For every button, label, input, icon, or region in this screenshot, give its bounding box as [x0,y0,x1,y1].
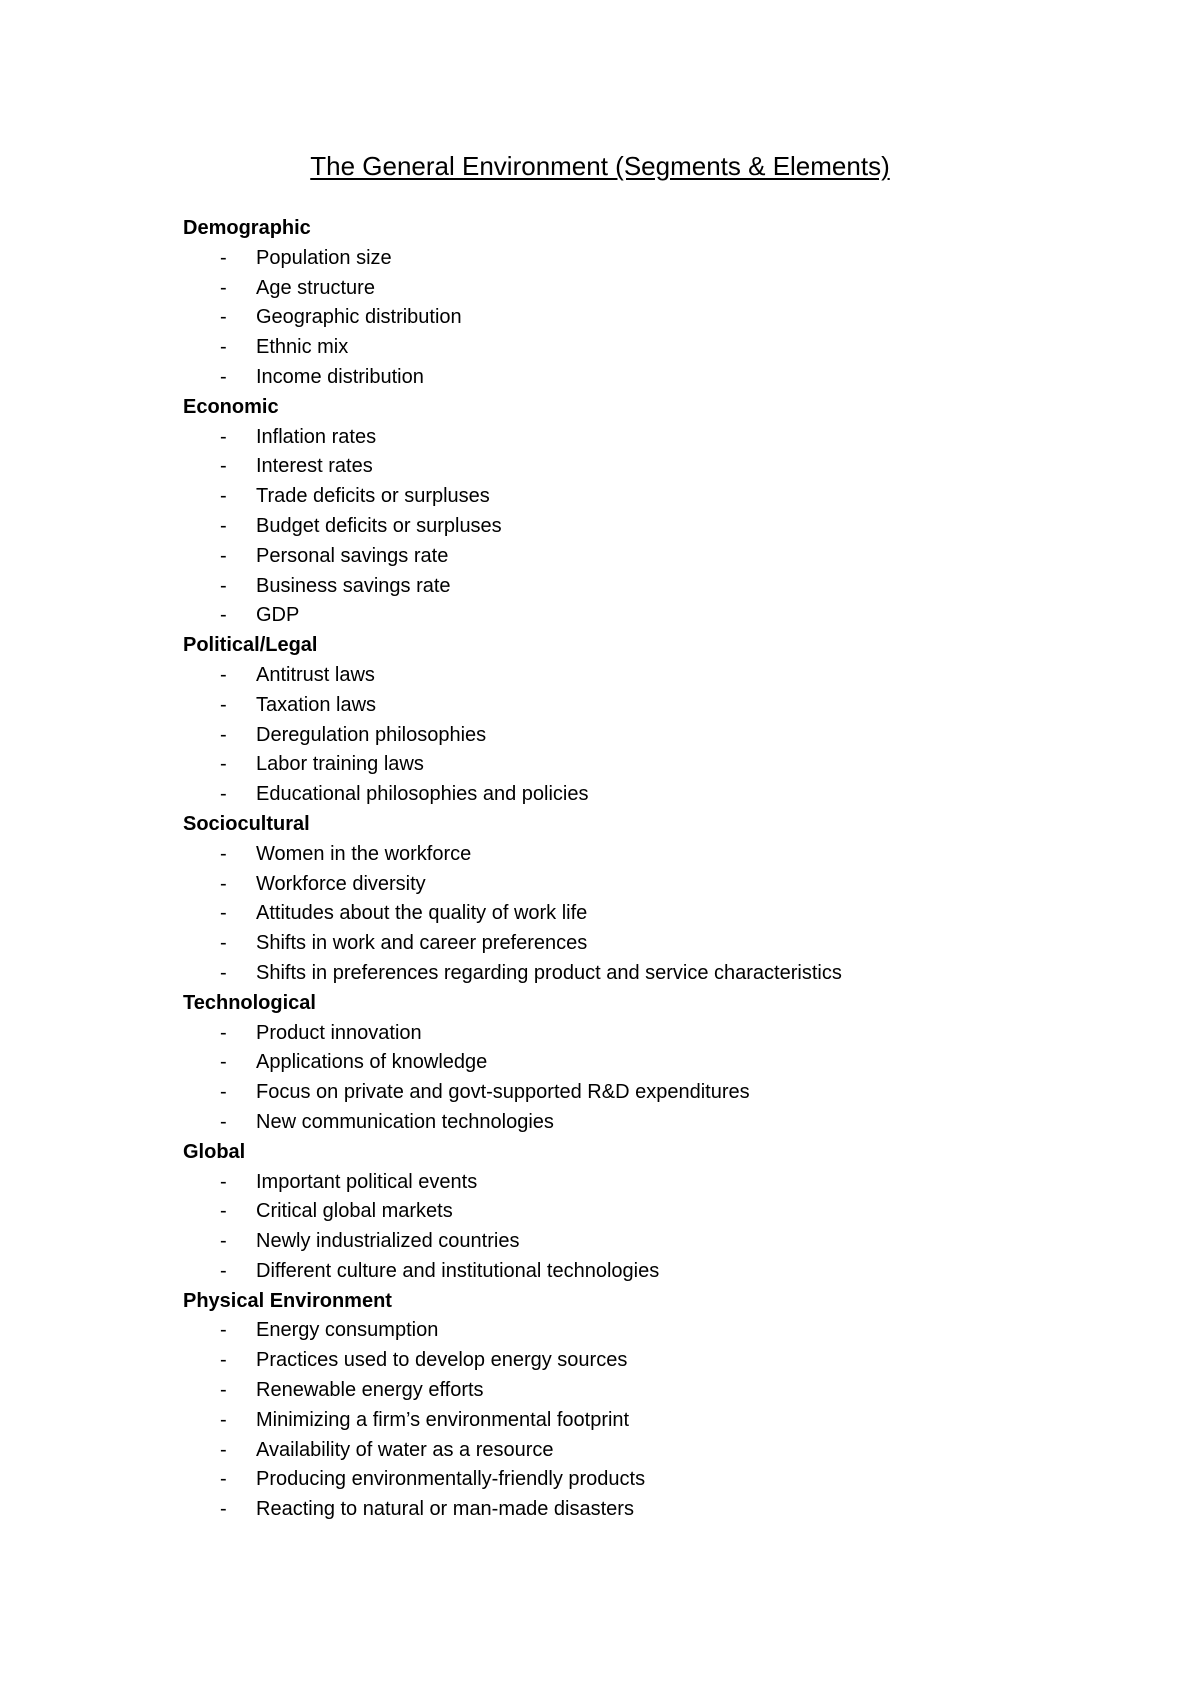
list-item [183,1495,1143,1525]
list-item [183,244,1143,274]
dash-bullet: - [220,306,227,329]
list-item [183,363,1143,393]
list-item [183,691,1143,721]
dash-bullet: - [220,932,227,955]
element-text: Newly industrialized countries [256,1230,520,1253]
dash-bullet: - [220,1438,227,1461]
segments-container [183,214,1143,1525]
dash-bullet: - [220,723,227,746]
element-text: Ethnic mix [256,336,349,359]
list-item [183,601,1143,631]
dash-bullet: - [220,1081,227,1104]
list-item [183,1048,1143,1078]
element-text: Focus on private and govt-supported R&D expenditures [256,1081,750,1104]
dash-bullet: - [220,872,227,895]
element-text: Applications of knowledge [256,1051,488,1074]
list-item [183,333,1143,363]
element-list [183,840,1143,989]
element-list [183,423,1143,632]
element-list [183,244,1143,393]
list-item [183,303,1143,333]
segment-heading: Physical Environment [183,1289,392,1312]
dash-bullet: - [220,1021,227,1044]
segment-heading: Economic [183,395,279,418]
element-text: GDP [256,604,300,627]
dash-bullet: - [220,783,227,806]
element-text: Minimizing a firm’s environmental footprint [256,1408,630,1431]
dash-bullet: - [220,902,227,925]
dash-bullet: - [220,1498,227,1521]
element-text: Business savings rate [256,574,451,597]
list-item [183,1257,1143,1287]
element-text: Labor training laws [256,753,424,776]
list-item [183,1316,1143,1346]
dash-bullet: - [220,455,227,478]
dash-bullet: - [220,1408,227,1431]
segment-heading: Technological [183,991,316,1014]
list-item [183,899,1143,929]
element-list [183,1316,1143,1525]
element-text: Practices used to develop energy sources [256,1349,628,1372]
dash-bullet: - [220,1200,227,1223]
dash-bullet: - [220,1110,227,1133]
list-item [183,929,1143,959]
element-text: Income distribution [256,365,424,388]
document-title: The General Environment (Segments & Elements) [310,151,890,181]
segment-section [183,393,1143,631]
dash-bullet: - [220,663,227,686]
list-item [183,274,1143,304]
dash-bullet: - [220,1468,227,1491]
list-item [183,1108,1143,1138]
list-item [183,959,1143,989]
list-item [183,1376,1143,1406]
list-item [183,1406,1143,1436]
element-text: Geographic distribution [256,306,462,329]
dash-bullet: - [220,485,227,508]
element-text: Taxation laws [256,693,377,716]
list-item [183,542,1143,572]
element-text: Critical global markets [256,1200,453,1223]
element-text: New communication technologies [256,1110,554,1133]
element-text: Educational philosophies and policies [256,783,589,806]
dash-bullet: - [220,425,227,448]
segment-section [183,1138,1143,1287]
dash-bullet: - [220,336,227,359]
segment-section [183,214,1143,393]
list-item [183,721,1143,751]
element-text: Women in the workforce [256,842,472,865]
dash-bullet: - [220,842,227,865]
element-text: Attitudes about the quality of work life [256,902,588,925]
list-item [183,1078,1143,1108]
dash-bullet: - [220,693,227,716]
element-text: Renewable energy efforts [256,1379,484,1402]
list-item [183,1436,1143,1466]
segment-section [183,1287,1143,1525]
element-text: Antitrust laws [256,663,375,686]
element-text: Workforce diversity [256,872,426,895]
element-text: Product innovation [256,1021,422,1044]
element-text: Energy consumption [256,1319,439,1342]
element-list [183,661,1143,810]
segment-heading: Political/Legal [183,634,318,657]
dash-bullet: - [220,365,227,388]
list-item [183,572,1143,602]
element-text: Inflation rates [256,425,377,448]
element-text: Shifts in preferences regarding product and service characteristics [256,961,842,984]
element-text: Shifts in work and career preferences [256,932,588,955]
dash-bullet: - [220,544,227,567]
element-list [183,1168,1143,1287]
list-item [183,512,1143,542]
dash-bullet: - [220,1259,227,1282]
element-text: Budget deficits or surpluses [256,514,502,537]
segment-heading: Global [183,1140,246,1163]
element-text: Different culture and institutional technologies [256,1259,660,1282]
dash-bullet: - [220,1349,227,1372]
dash-bullet: - [220,1379,227,1402]
element-text: Interest rates [256,455,373,478]
element-list [183,1019,1143,1138]
element-text: Population size [256,246,392,269]
element-text: Reacting to natural or man-made disasters [256,1498,634,1521]
list-item [183,1227,1143,1257]
segment-heading: Sociocultural [183,812,310,835]
dash-bullet: - [220,604,227,627]
list-item [183,780,1143,810]
list-item [183,661,1143,691]
dash-bullet: - [220,246,227,269]
dash-bullet: - [220,1051,227,1074]
list-item [183,870,1143,900]
list-item [183,1465,1143,1495]
list-item [183,840,1143,870]
dash-bullet: - [220,276,227,299]
element-text: Availability of water as a resource [256,1438,554,1461]
list-item [183,1197,1143,1227]
list-item [183,750,1143,780]
dash-bullet: - [220,961,227,984]
element-text: Age structure [256,276,375,299]
segment-section [183,989,1143,1138]
element-text: Deregulation philosophies [256,723,487,746]
list-item [183,1168,1143,1198]
dash-bullet: - [220,1230,227,1253]
list-item [183,1019,1143,1049]
list-item [183,1346,1143,1376]
list-item [183,482,1143,512]
dash-bullet: - [220,1170,227,1193]
segment-section [183,810,1143,989]
element-text: Important political events [256,1170,478,1193]
dash-bullet: - [220,1319,227,1342]
list-item [183,423,1143,453]
segment-section [183,631,1143,810]
element-text: Trade deficits or surpluses [256,485,490,508]
segment-heading: Demographic [183,217,311,239]
list-item [183,452,1143,482]
element-text: Personal savings rate [256,544,449,567]
dash-bullet: - [220,574,227,597]
dash-bullet: - [220,514,227,537]
element-text: Producing environmentally-friendly products [256,1468,646,1491]
dash-bullet: - [220,753,227,776]
